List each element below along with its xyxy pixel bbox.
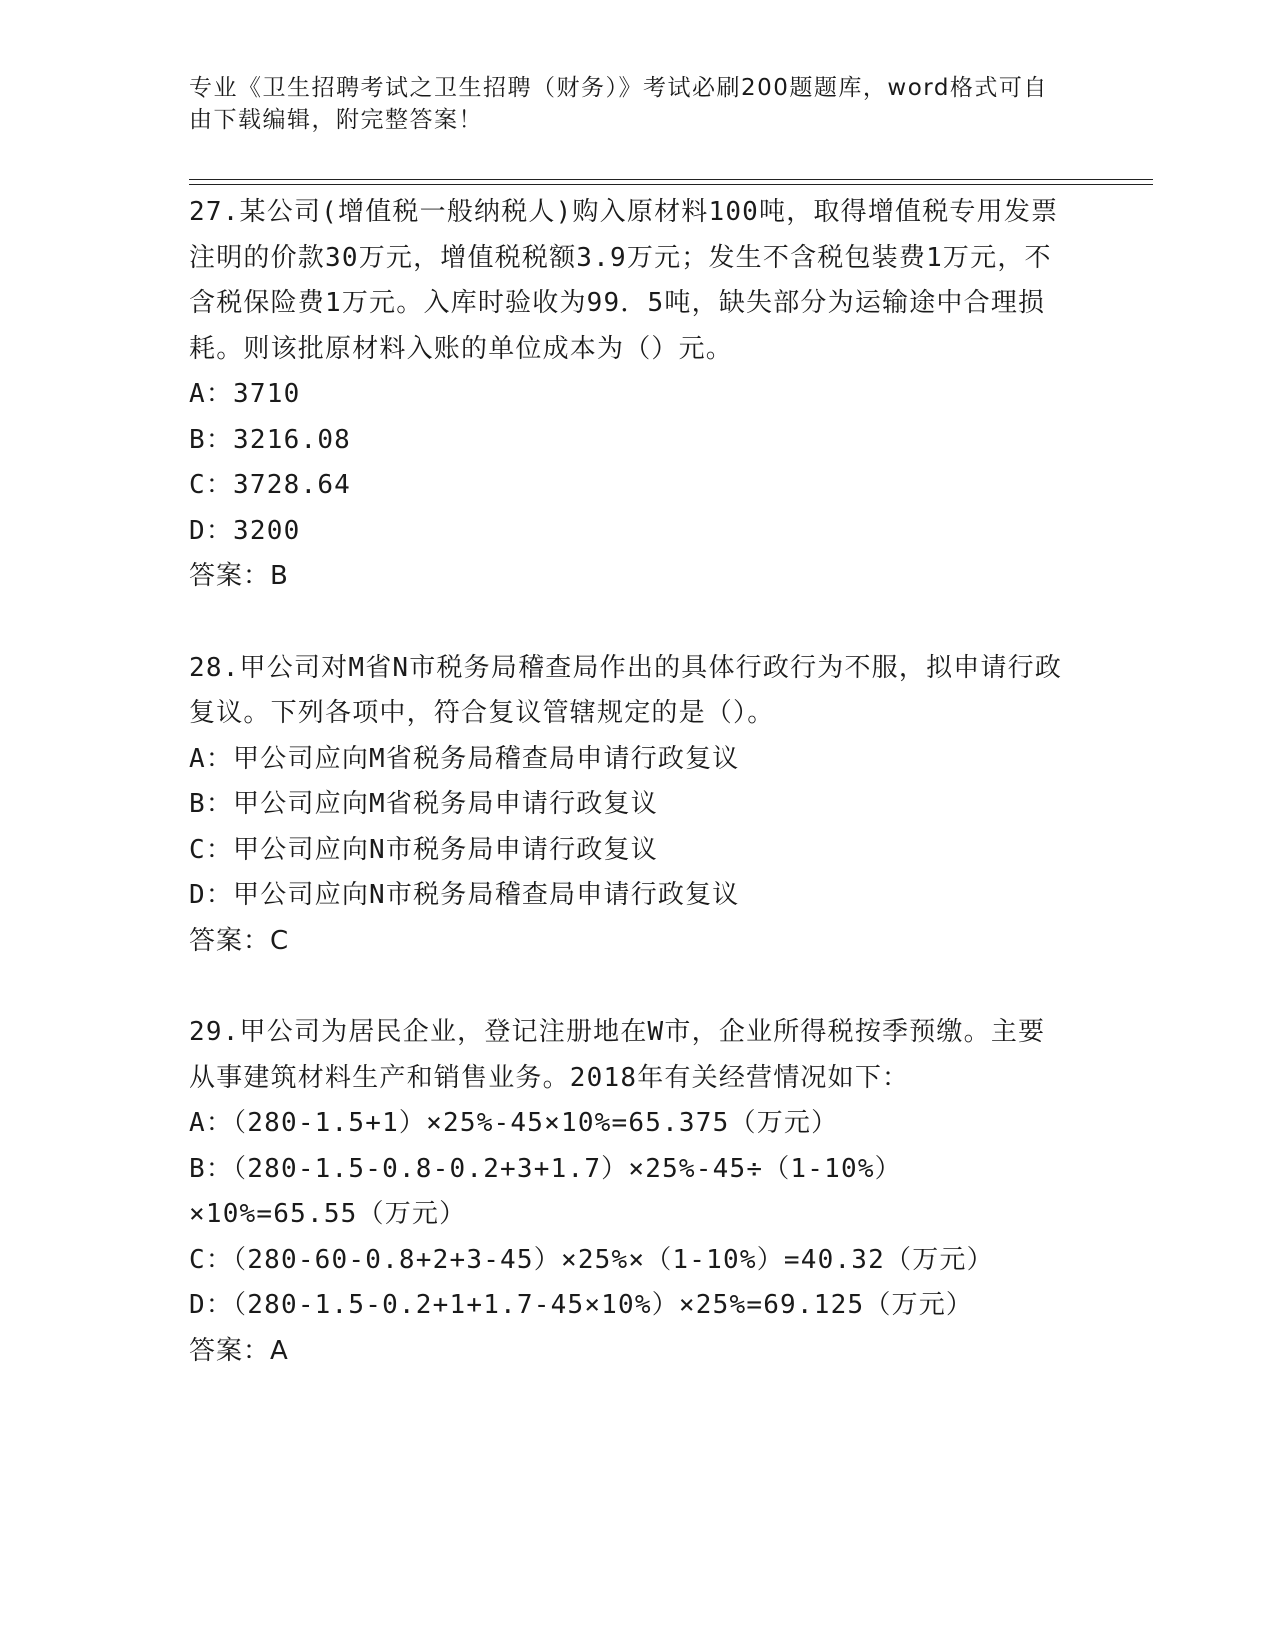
question-text: 28.甲公司对M省N市税务局稽查局作出的具体行政行为不服，拟申请行政复议。下列各项中，符合复议管辖规定的是（）。 bbox=[189, 652, 1063, 728]
header-divider-bottom bbox=[189, 184, 1153, 185]
option-b: B：3216.08 bbox=[189, 424, 352, 455]
option-a: A：甲公司应向M省税务局稽查局申请行政复议 bbox=[189, 743, 740, 774]
question-28 bbox=[189, 646, 1089, 965]
document-header bbox=[189, 72, 1069, 136]
option-d: D：（280-1.5-0.2+1+1.7-45×10%）×25%=69.125（万元） bbox=[189, 1290, 974, 1320]
option-b: B：（280-1.5-0.8-0.2+3+1.7）×25%-45÷（1-10%）×10%=65.55（万元） bbox=[189, 1153, 902, 1229]
question-text: 27.某公司(增值税一般纳税人)购入原材料100吨，取得增值税专用发票注明的价款30万元，增值税税额3.9万元；发生不含税包装费1万元，不含税保险费1万元。入库时验收为99．5吨，缺失部分为运输途中合理损耗。则该批原材料入账的单位成本为（）元。 bbox=[189, 197, 1059, 364]
option-b: B：甲公司应向M省税务局申请行政复议 bbox=[189, 789, 658, 819]
answer: 答案：A bbox=[189, 1335, 289, 1366]
option-c: C：（280-60-0.8+2+3-45）×25%×（1-10%）=40.32（万元） bbox=[189, 1244, 994, 1275]
option-d: D：3200 bbox=[189, 515, 301, 546]
question-27 bbox=[189, 190, 1089, 600]
question-29 bbox=[189, 1010, 1089, 1374]
header-divider-top bbox=[189, 179, 1153, 180]
header-line-1: 专业《卫生招聘考试之卫生招聘（财务）》考试必刷200题题库，word格式可自 bbox=[189, 75, 1048, 101]
option-d: D：甲公司应向N市税务局稽查局申请行政复议 bbox=[189, 880, 740, 910]
answer: 答案：B bbox=[189, 561, 289, 591]
question-text: 29.甲公司为居民企业，登记注册地在W市，企业所得税按季预缴。主要从事建筑材料生产和销售业务。2018年有关经营情况如下： bbox=[189, 1017, 1046, 1093]
answer: 答案：C bbox=[189, 925, 290, 956]
option-a: A：（280-1.5+1）×25%-45×10%=65.375（万元） bbox=[189, 1108, 839, 1138]
option-c: C：甲公司应向N市税务局申请行政复议 bbox=[189, 834, 658, 865]
option-a: A：3710 bbox=[189, 379, 301, 409]
option-c: C：3728.64 bbox=[189, 470, 352, 500]
header-line-2: 由下载编辑，附完整答案！ bbox=[189, 107, 483, 133]
question-list bbox=[189, 190, 1089, 1420]
